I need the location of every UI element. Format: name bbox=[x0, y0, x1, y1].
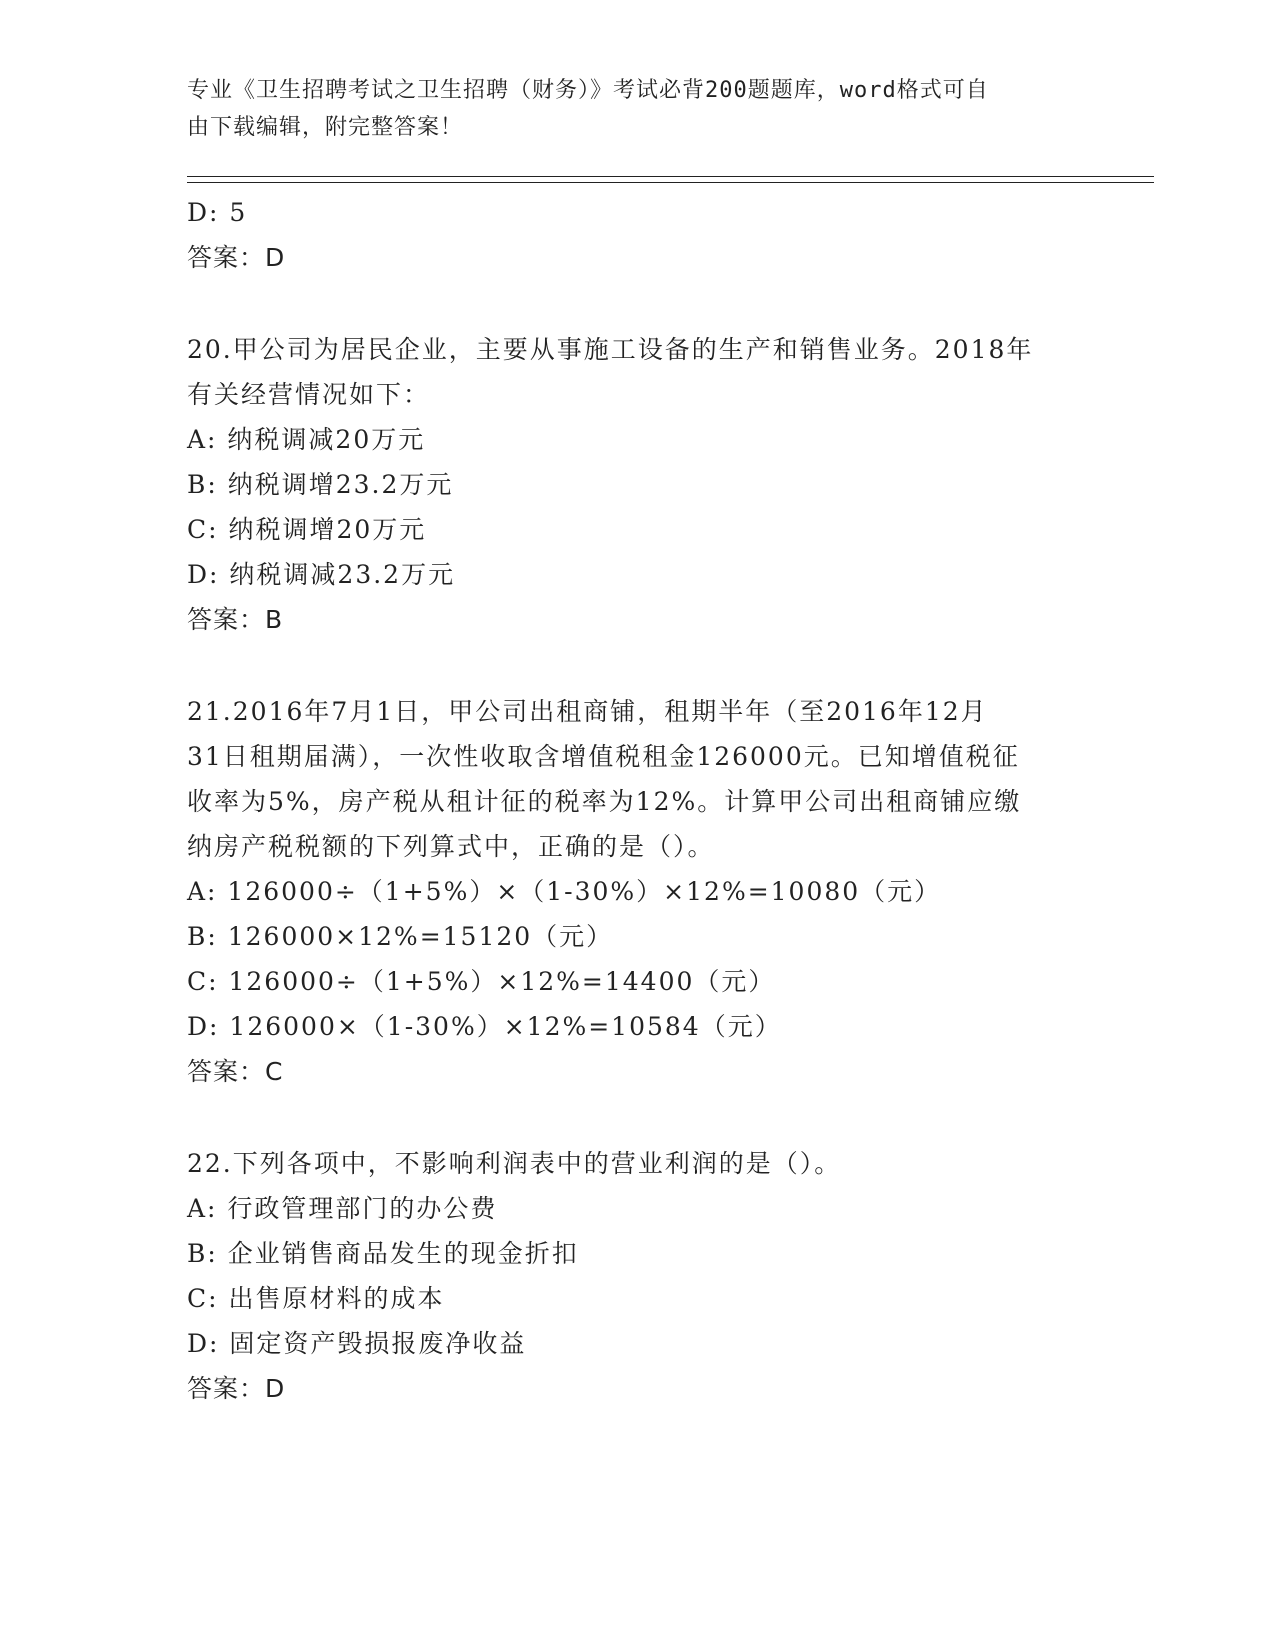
page-header bbox=[187, 72, 1087, 146]
option-d: D: 5 bbox=[187, 198, 248, 227]
option-c: C: 126000÷（1+5%）×12%=14400（元） bbox=[187, 967, 776, 996]
header-line-2: 由下载编辑，附完整答案！ bbox=[187, 115, 464, 140]
question-stem: 纳房产税税额的下列算式中，正确的是（）。 bbox=[187, 832, 715, 861]
spacer bbox=[187, 1094, 1087, 1141]
answer-line: 答案：C bbox=[187, 1057, 284, 1086]
option-b: B: 纳税调增23.2万元 bbox=[187, 470, 454, 499]
option-b: B: 126000×12%=15120（元） bbox=[187, 922, 614, 951]
document-body bbox=[187, 190, 1087, 1411]
question-stem: 20.甲公司为居民企业，主要从事施工设备的生产和销售业务。2018年 bbox=[187, 335, 1034, 364]
option-c: C: 出售原材料的成本 bbox=[187, 1284, 445, 1313]
header-divider bbox=[187, 176, 1154, 183]
answer-line: 答案：D bbox=[187, 243, 286, 272]
option-a: A: 126000÷（1+5%）×（1-30%）×12%=10080（元） bbox=[187, 877, 942, 906]
spacer bbox=[187, 642, 1087, 689]
question-block-21 bbox=[187, 689, 1087, 1094]
question-stem: 21.2016年7月1日，甲公司出租商铺，租期半年（至2016年12月 bbox=[187, 697, 988, 726]
option-c: C: 纳税调增20万元 bbox=[187, 515, 427, 544]
question-block-22 bbox=[187, 1141, 1087, 1411]
question-block-prev bbox=[187, 190, 1087, 280]
question-stem: 收率为5%，房产税从租计征的税率为12%。计算甲公司出租商铺应缴 bbox=[187, 787, 1022, 816]
option-b: B: 企业销售商品发生的现金折扣 bbox=[187, 1239, 579, 1268]
option-d: D: 固定资产毁损报废净收益 bbox=[187, 1329, 527, 1358]
header-line-1: 专业《卫生招聘考试之卫生招聘（财务）》考试必背200题题库，word格式可自 bbox=[187, 78, 989, 103]
option-d: D: 126000×（1-30%）×12%=10584（元） bbox=[187, 1012, 782, 1041]
question-stem: 有关经营情况如下： bbox=[187, 380, 431, 409]
spacer bbox=[187, 280, 1087, 327]
option-a: A: 行政管理部门的办公费 bbox=[187, 1194, 498, 1223]
answer-line: 答案：B bbox=[187, 605, 284, 634]
option-a: A: 纳税调减20万元 bbox=[187, 425, 426, 454]
answer-line: 答案：D bbox=[187, 1374, 286, 1403]
question-block-20 bbox=[187, 327, 1087, 642]
question-stem: 31日租期届满），一次性收取含增值税租金126000元。已知增值税征 bbox=[187, 742, 1020, 771]
option-d: D: 纳税调减23.2万元 bbox=[187, 560, 456, 589]
question-stem: 22.下列各项中，不影响利润表中的营业利润的是（）。 bbox=[187, 1149, 842, 1178]
